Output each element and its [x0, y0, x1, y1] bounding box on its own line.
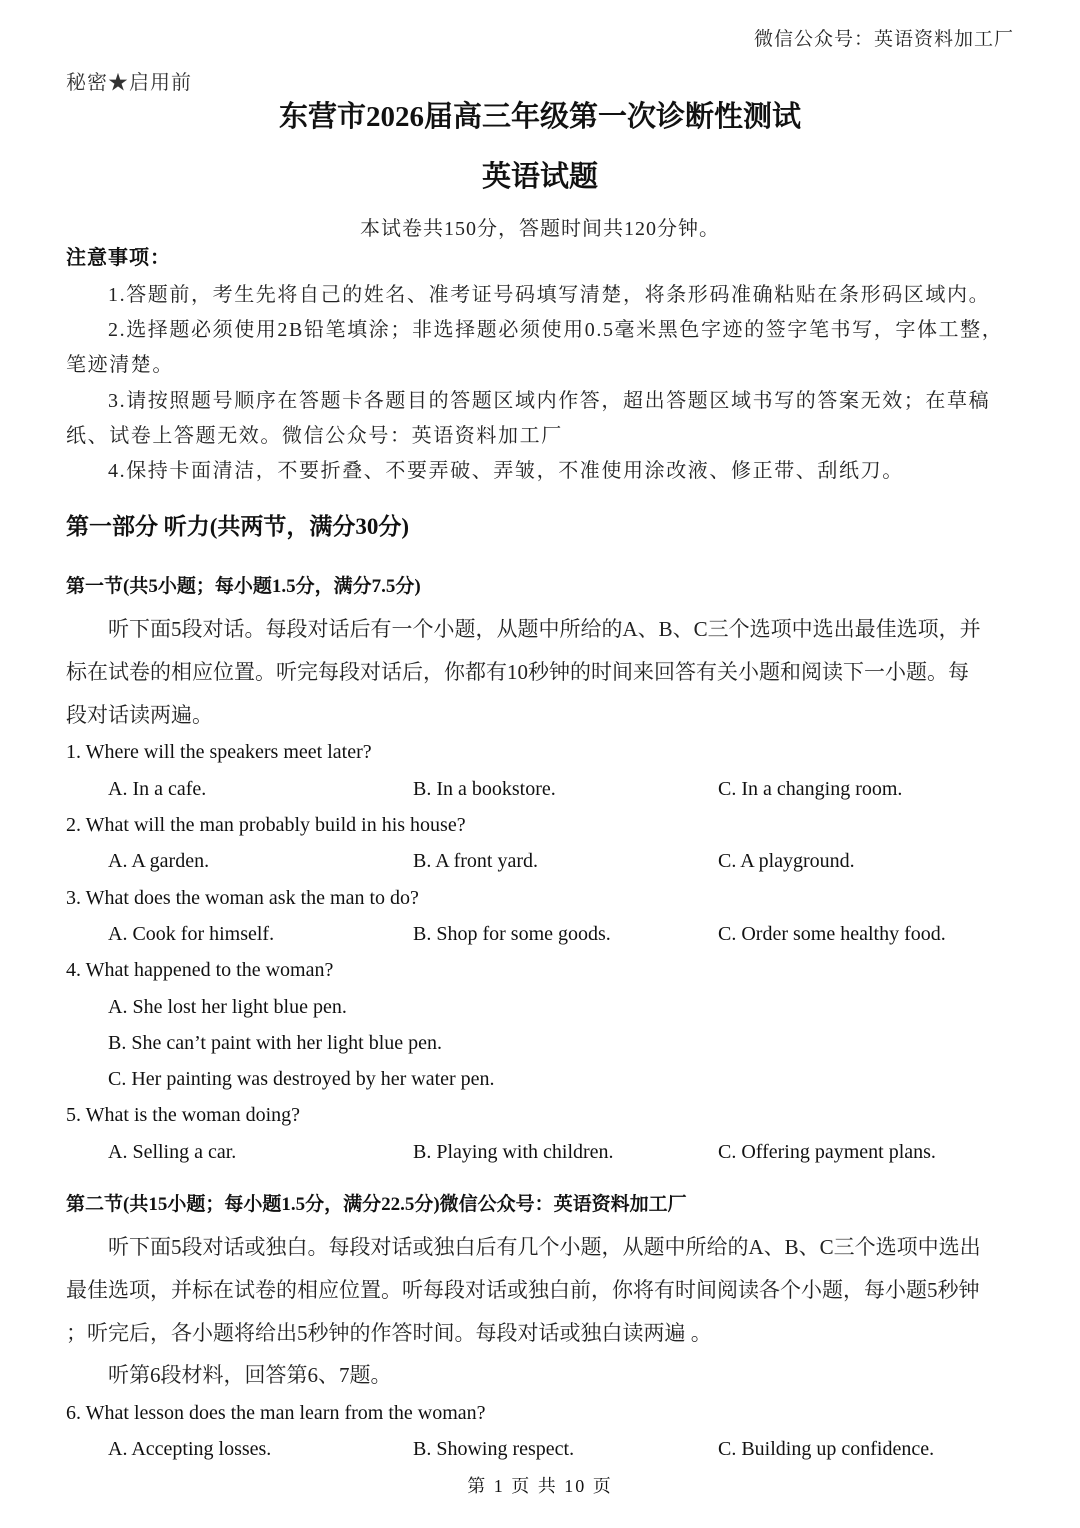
section1-instructions-3: 段对话读两遍。 [66, 703, 213, 727]
question-3-stem: 3. What does the woman ask the man to do? [66, 887, 419, 909]
section2-instructions-1: 听下面5段对话或独白。每段对话或独白后有几个小题，从题中所给的A、B、C三个选项中选出 [108, 1235, 981, 1259]
exam-subtitle: 英语试题 [481, 161, 598, 193]
section2-instructions-3: ；听完后，各小题将给出5秒钟的作答时间。每段对话或独白读两遍 。 [66, 1321, 712, 1345]
material-6-instruction: 听第6段材料，回答第6、7题。 [108, 1363, 392, 1387]
question-5-option-c: C. Offering payment plans. [718, 1141, 936, 1163]
exam-intro: 本试卷共150分，答题时间共120分钟。 [360, 218, 720, 240]
section2-heading: 第二节(共15小题；每小题1.5分，满分22.5分)微信公众号：英语资料加工厂 [66, 1194, 687, 1215]
section1-instructions-2: 标在试卷的相应位置。听完每段对话后，你都有10秒钟的时间来回答有关小题和阅读下一小题。每 [66, 660, 969, 684]
notice-item-3-cont: 纸、试卷上答题无效。微信公众号：英语资料加工厂 [66, 425, 563, 447]
question-6-option-a: A. Accepting losses. [108, 1438, 272, 1460]
section1-instructions-1: 听下面5段对话。每段对话后有一个小题，从题中所给的A、B、C三个选项中选出最佳选项，并 [108, 617, 981, 641]
question-2-option-b: B. A front yard. [413, 850, 538, 872]
question-5-option-b: B. Playing with children. [413, 1141, 614, 1163]
question-5-option-a: A. Selling a car. [108, 1141, 237, 1163]
wechat-header: 微信公众号：英语资料加工厂 [753, 29, 1014, 50]
question-1-option-a: A. In a cafe. [108, 778, 207, 800]
question-2-option-a: A. A garden. [108, 850, 210, 872]
section2-instructions-2: 最佳选项，并标在试卷的相应位置。听每段对话或独白前，你将有时间阅读各个小题，每小题5秒钟 [66, 1278, 980, 1302]
question-1-option-c: C. In a changing room. [718, 778, 903, 800]
notice-item-3: 3.请按照题号顺序在答题卡各题目的答题区域内作答，超出答题区域书写的答案无效；在草稿 [108, 390, 991, 412]
part1-heading: 第一部分 听力(共两节，满分30分) [66, 514, 410, 539]
question-5-stem: 5. What is the woman doing? [66, 1104, 301, 1126]
exam-title: 东营市2026届高三年级第一次诊断性测试 [278, 101, 801, 133]
question-4-option-c: C. Her painting was destroyed by her water pen. [108, 1068, 495, 1090]
question-2-stem: 2. What will the man probably build in his house? [66, 814, 466, 836]
question-2-option-c: C. A playground. [718, 850, 855, 872]
question-4-option-b: B. She can’t paint with her light blue pen. [108, 1032, 443, 1054]
notice-item-1: 1.答题前，考生先将自己的姓名、准考证号码填写清楚，将条形码准确粘贴在条形码区域内。 [108, 284, 991, 306]
question-3-option-a: A. Cook for himself. [108, 923, 275, 945]
question-6-option-c: C. Building up confidence. [718, 1438, 935, 1460]
notice-item-4: 4.保持卡面清洁，不要折叠、不要弄破、弄皱，不准使用涂改液、修正带、刮纸刀。 [108, 460, 904, 482]
question-6-stem: 6. What lesson does the man learn from the woman? [66, 1402, 486, 1424]
question-1-stem: 1. Where will the speakers meet later? [66, 741, 372, 763]
question-3-option-c: C. Order some healthy food. [718, 923, 946, 945]
question-4-option-a: A. She lost her light blue pen. [108, 996, 347, 1018]
secret-label: 秘密★启用前 [66, 72, 192, 94]
page-number-footer: 第 1 页 共 10 页 [467, 1476, 613, 1496]
notice-heading: 注意事项： [66, 247, 171, 269]
question-3-option-b: B. Shop for some goods. [413, 923, 611, 945]
question-6-option-b: B. Showing respect. [413, 1438, 575, 1460]
notice-item-2-cont: 笔迹清楚。 [66, 354, 174, 376]
question-1-option-b: B. In a bookstore. [413, 778, 556, 800]
notice-item-2: 2.选择题必须使用2B铅笔填涂；非选择题必须使用0.5毫米黑色字迹的签字笔书写，字体工整， [108, 319, 1004, 341]
section1-heading: 第一节(共5小题；每小题1.5分，满分7.5分) [66, 576, 421, 597]
question-4-stem: 4. What happened to the woman? [66, 959, 334, 981]
